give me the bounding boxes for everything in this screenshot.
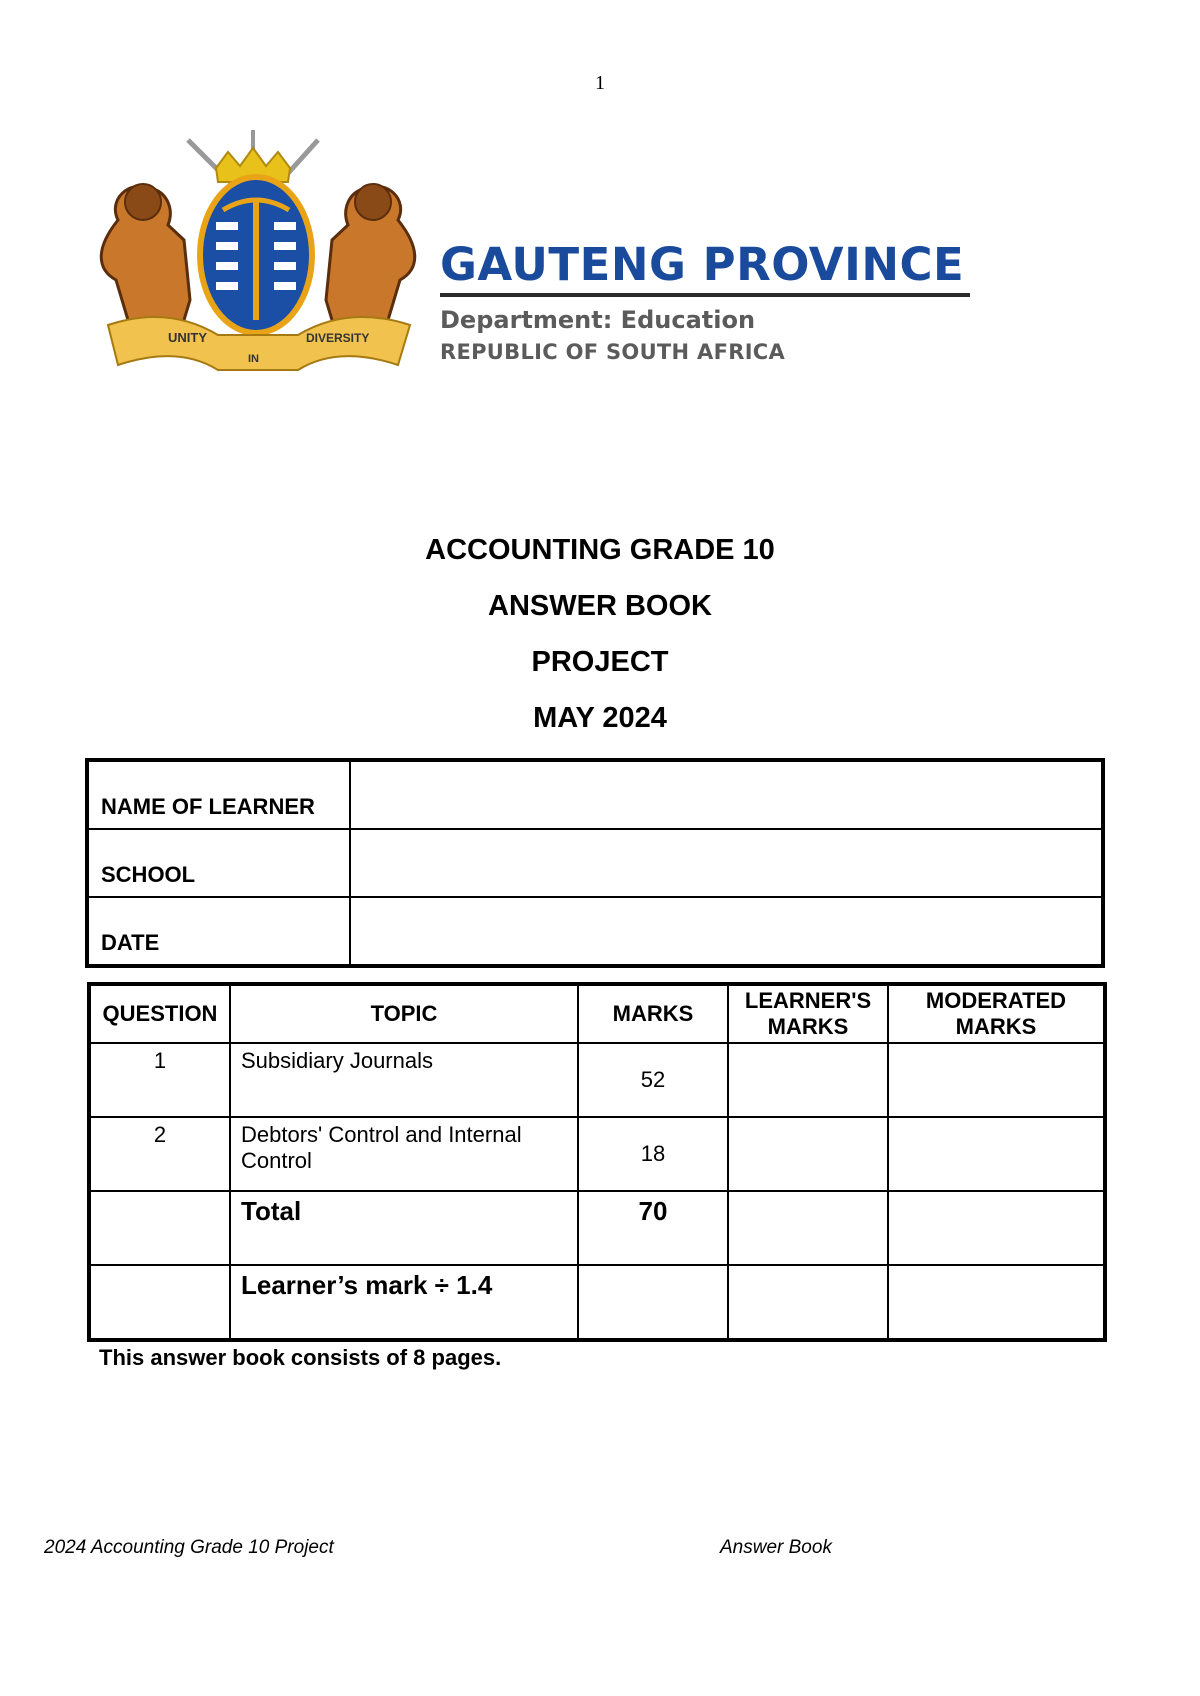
total-moderated-marks-cell[interactable] xyxy=(888,1191,1105,1265)
province-name: GAUTENG PROVINCE xyxy=(440,238,965,291)
question-number: 2 xyxy=(89,1117,230,1191)
coat-of-arms-logo xyxy=(88,130,428,380)
table-row xyxy=(89,1043,1105,1117)
document-titles xyxy=(0,522,1200,746)
table-header-row xyxy=(89,984,1105,1043)
moderated-marks-cell[interactable] xyxy=(888,1117,1105,1191)
question-number: 1 xyxy=(89,1043,230,1117)
conversion-learners-marks-cell[interactable] xyxy=(728,1265,888,1340)
empty-cell xyxy=(89,1265,230,1340)
table-row xyxy=(87,760,1103,829)
subject-title: ACCOUNTING GRADE 10 xyxy=(425,534,775,566)
conversion-label: Learner’s mark ÷ 1.4 xyxy=(230,1265,578,1340)
topic-cell: Subsidiary Journals xyxy=(230,1043,578,1117)
date-label: DATE xyxy=(87,897,350,966)
header-moderated-marks: MODERATED MARKS xyxy=(888,984,1105,1043)
school-label: SCHOOL xyxy=(87,829,350,897)
marks-cell: 18 xyxy=(578,1117,728,1191)
republic-name: REPUBLIC OF SOUTH AFRICA xyxy=(440,340,786,365)
letterhead xyxy=(88,130,988,390)
empty-cell xyxy=(89,1191,230,1265)
book-title: ANSWER BOOK xyxy=(488,590,712,622)
table-row xyxy=(87,829,1103,897)
motto-unity: UNITY xyxy=(168,330,207,345)
header-question: QUESTION xyxy=(89,984,230,1043)
date-title: MAY 2024 xyxy=(533,702,667,734)
page-count-note: This answer book consists of 8 pages. xyxy=(99,1345,502,1370)
total-row xyxy=(89,1191,1105,1265)
school-field[interactable] xyxy=(350,829,1103,897)
header-learners-marks: LEARNER'S MARKS xyxy=(728,984,888,1043)
footer-book-label: Answer Book xyxy=(720,1537,832,1558)
topic-cell: Debtors' Control and Internal Control xyxy=(230,1117,578,1191)
marks-cell: 52 xyxy=(578,1043,728,1117)
learners-marks-cell[interactable] xyxy=(728,1117,888,1191)
conversion-row xyxy=(89,1265,1105,1340)
total-marks: 70 xyxy=(578,1191,728,1265)
header-topic: TOPIC xyxy=(230,984,578,1043)
motto-diversity: DIVERSITY xyxy=(306,331,370,345)
conversion-moderated-marks-cell[interactable] xyxy=(888,1265,1105,1340)
department-name: Department: Education xyxy=(440,306,756,334)
learners-marks-cell[interactable] xyxy=(728,1043,888,1117)
footer-document-title: 2024 Accounting Grade 10 Project xyxy=(44,1537,334,1558)
table-row xyxy=(89,1117,1105,1191)
marks-table xyxy=(87,982,1107,1342)
learner-info-table xyxy=(85,758,1105,968)
province-wordmark xyxy=(440,238,980,365)
moderated-marks-cell[interactable] xyxy=(888,1043,1105,1117)
task-title: PROJECT xyxy=(531,646,669,678)
motto-in: IN xyxy=(248,353,259,365)
date-field[interactable] xyxy=(350,897,1103,966)
name-field[interactable] xyxy=(350,760,1103,829)
province-rule xyxy=(440,293,970,297)
page-number: 1 xyxy=(595,72,605,94)
table-row xyxy=(87,897,1103,966)
total-learners-marks-cell[interactable] xyxy=(728,1191,888,1265)
total-label: Total xyxy=(230,1191,578,1265)
header-marks: MARKS xyxy=(578,984,728,1043)
conversion-marks-cell[interactable] xyxy=(578,1265,728,1340)
name-label: NAME OF LEARNER xyxy=(87,760,350,829)
